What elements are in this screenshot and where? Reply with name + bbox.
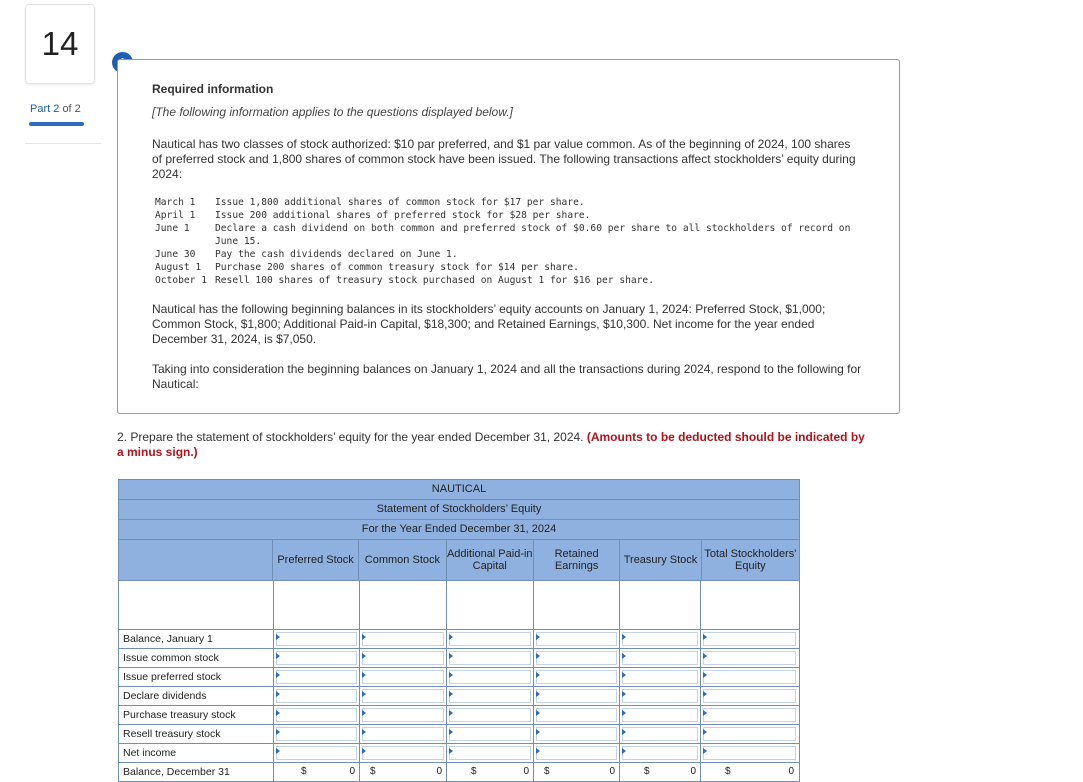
transaction-row: April 1 Issue 200 additional shares of preferred stock for $28 per share. [155,210,591,221]
info-paragraph-1: Nautical has two classes of stock authorized: $10 par preferred, and $1 par value common. As of the beginning of 2024, 100 shares of preferred stock and 1,800 shares of common stock have been issued. The following transactions affect stockholders’ equity during 2024: [152,137,856,181]
total-preferred-stock: $ 0 [273,763,359,781]
question-note: (Amounts to be deducted should be indicated by a minus sign.) [117,430,865,459]
total-treasury-stock: $ 0 [619,763,700,781]
amount-input[interactable] [446,687,533,705]
statement-title: Statement of Stockholders’ Equity [119,500,799,520]
table-row [119,705,799,724]
amount-input[interactable] [700,630,798,648]
row-label: Net income [119,744,273,762]
amount-input[interactable] [446,668,533,686]
transaction-row: June 30 Pay the cash dividends declared on June 1. [155,249,458,260]
amount-input[interactable] [273,668,359,686]
amount-input[interactable] [446,706,533,724]
transaction-row: June 1 Declare a cash dividend on both common and preferred stock of $0.60 per share to all stockholders of record on June 15. [155,223,851,247]
amount-input[interactable] [533,668,619,686]
info-subtitle: [The following information applies to the questions displayed below.] [152,105,513,119]
amount-input[interactable] [533,744,619,762]
amount-input[interactable] [619,687,700,705]
header-blank [119,540,272,580]
amount-input[interactable] [533,649,619,667]
divider [25,143,101,144]
info-paragraph-2: Nautical has the following beginning balances in its stockholders’ equity accounts on January 1, 2024: Preferred Stock, $1,000; Common Stock, $1,800; Additional Paid-in Capital, $18,300; and Retained Earnings, $10,300. Net income for the year ended December 31, 2024, is $7,050. [152,302,826,346]
row-label: Issue common stock [119,649,273,667]
amount-input[interactable] [619,649,700,667]
amount-input[interactable] [700,668,798,686]
table-row [119,743,799,762]
amount-input[interactable] [700,687,798,705]
amount-input[interactable] [533,687,619,705]
row-label: Resell treasury stock [119,725,273,743]
transaction-row: March 1 Issue 1,800 additional shares of common stock for $17 per share. [155,197,585,208]
amount-input[interactable] [619,725,700,743]
total-additional-paid-in-capital: $ 0 [446,763,533,781]
required-information-box [117,59,900,414]
amount-input[interactable] [359,725,446,743]
transactions-list [155,196,855,287]
row-label: Balance, January 1 [119,630,273,648]
info-paragraph-3: Taking into consideration the beginning balances on January 1, 2024 and all the transactions during 2024, respond to the following for Nautical: [152,362,862,391]
amount-input[interactable] [619,744,700,762]
amount-input[interactable] [700,706,798,724]
amount-input[interactable] [359,706,446,724]
header-common-stock: Common Stock [358,540,445,580]
amount-input[interactable] [359,744,446,762]
part-progress-bar [29,122,84,126]
amount-input[interactable] [359,687,446,705]
question-prompt [117,430,867,460]
amount-input[interactable] [273,687,359,705]
amount-input[interactable] [359,649,446,667]
amount-input[interactable] [700,649,798,667]
total-retained-earnings: $ 0 [533,763,619,781]
amount-input[interactable] [446,649,533,667]
amount-input[interactable] [619,630,700,648]
transaction-row: October 1 Resell 100 shares of treasury stock purchased on August 1 for $16 per share. [155,275,654,286]
row-label: Issue preferred stock [119,668,273,686]
amount-input[interactable] [533,725,619,743]
header-retained-earnings: Retained Earnings [533,540,619,580]
amount-input[interactable] [446,725,533,743]
amount-input[interactable] [533,706,619,724]
table-row [119,648,799,667]
amount-input[interactable] [273,725,359,743]
amount-input[interactable] [359,630,446,648]
header-total-equity: Total Stockholders' Equity [701,540,799,580]
amount-input[interactable] [533,630,619,648]
amount-input[interactable] [359,668,446,686]
amount-input[interactable] [273,649,359,667]
amount-input[interactable] [700,744,798,762]
table-row [119,629,799,648]
table-row [119,724,799,743]
amount-input[interactable] [619,668,700,686]
header-treasury-stock: Treasury Stock [619,540,700,580]
transaction-row: August 1 Purchase 200 shares of common treasury stock for $14 per share. [155,262,579,273]
amount-input[interactable] [446,630,533,648]
question-text: 2. Prepare the statement of stockholders’ equity for the year ended December 31, 2024. [117,430,584,444]
row-label: Declare dividends [119,687,273,705]
total-common-stock: $ 0 [359,763,446,781]
table-row [119,667,799,686]
header-additional-paid-in-capital: Additional Paid-in Capital [446,540,533,580]
amount-input[interactable] [273,630,359,648]
statement-period: For the Year Ended December 31, 2024 [119,520,799,540]
spacer-row [119,581,799,629]
part-indicator: Part 2 of 2 [30,103,81,115]
header-preferred-stock: Preferred Stock [272,540,358,580]
info-title: Required information [152,82,274,96]
total-row [119,762,799,781]
company-name: NAUTICAL [119,480,799,500]
table-row [119,686,799,705]
question-number: 14 [41,25,79,62]
amount-input[interactable] [273,744,359,762]
question-number-box[interactable] [25,4,95,84]
row-label: Purchase treasury stock [119,706,273,724]
amount-input[interactable] [619,706,700,724]
amount-input[interactable] [700,725,798,743]
total-stockholders-equity: $ 0 [700,763,798,781]
amount-input[interactable] [273,706,359,724]
column-headers [119,540,799,581]
statement-table [118,479,800,782]
row-label: Balance, December 31 [119,763,273,781]
amount-input[interactable] [446,744,533,762]
